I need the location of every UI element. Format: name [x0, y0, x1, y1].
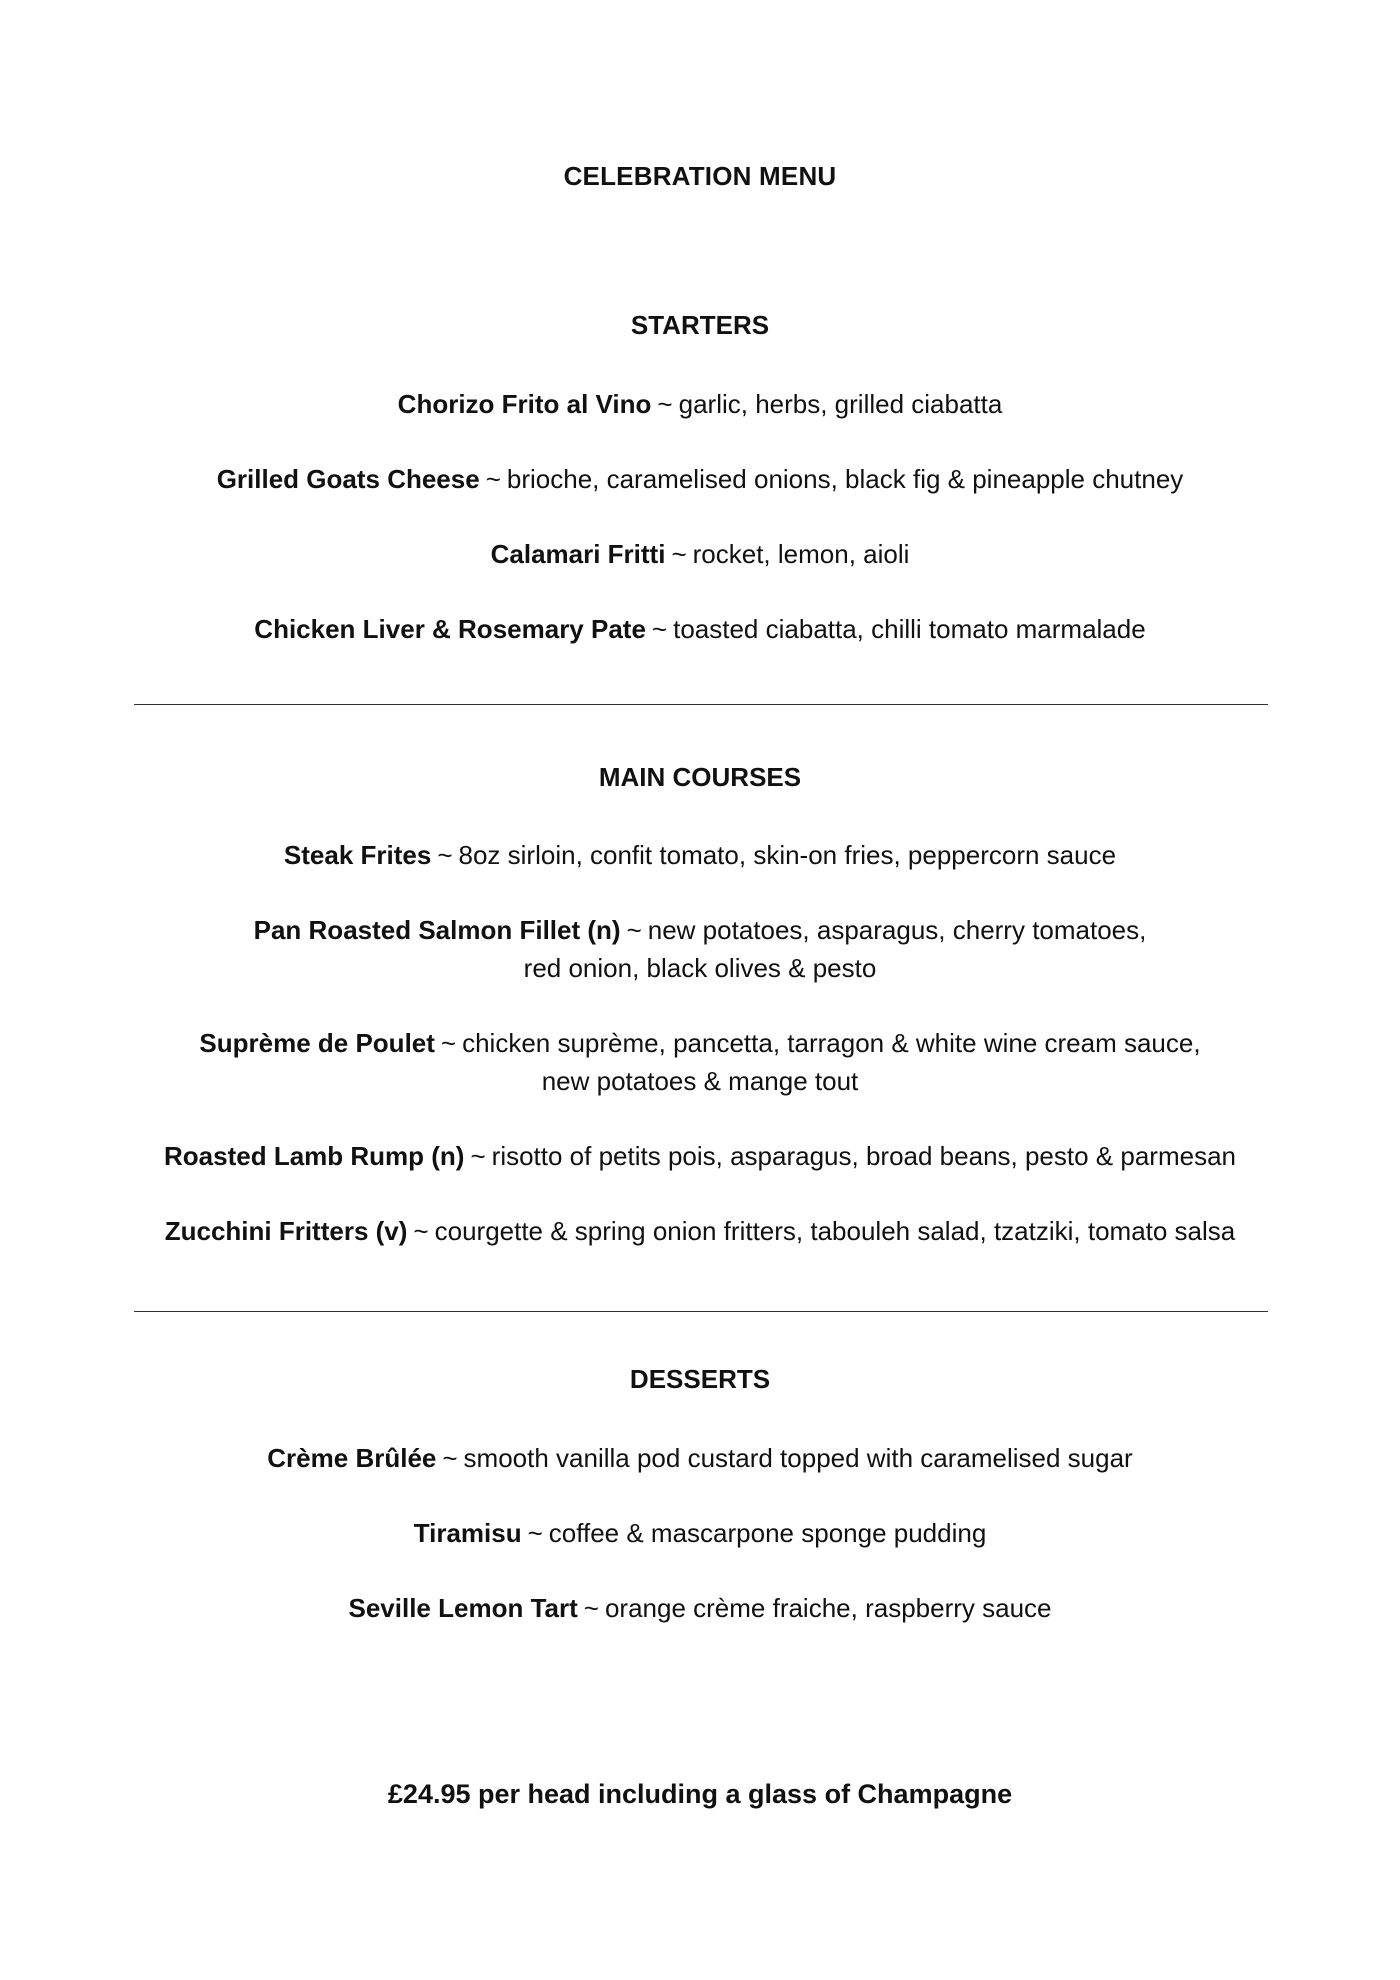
item-separator: ~ — [485, 464, 501, 494]
starters-heading: STARTERS — [630, 310, 770, 340]
item-description: 8oz sirloin, confit tomato, skin-on fries, peppercorn sauce — [458, 840, 1117, 870]
item-description: rocket, lemon, aioli — [692, 539, 910, 569]
item-name: Chicken Liver & Rosemary Pate — [254, 614, 646, 644]
menu-item — [110, 385, 1290, 423]
item-description: coffee & mascarpone sponge pudding — [548, 1518, 987, 1548]
item-name: Crème Brûlée — [267, 1443, 437, 1473]
menu-item — [110, 460, 1290, 498]
item-name: Zucchini Fritters (v) — [164, 1216, 408, 1246]
item-name: Grilled Goats Cheese — [216, 464, 480, 494]
item-description-continued: red onion, black olives & pesto — [523, 953, 877, 983]
item-description: courgette & spring onion fritters, tabouleh salad, tzatziki, tomato salsa — [434, 1216, 1236, 1246]
section-divider — [134, 1311, 1268, 1312]
section-divider — [134, 704, 1268, 705]
menu-item — [110, 1137, 1290, 1175]
item-separator: ~ — [657, 389, 673, 419]
item-name: Tiramisu — [413, 1518, 522, 1548]
item-description: new potatoes, asparagus, cherry tomatoes, — [647, 915, 1147, 945]
item-separator: ~ — [413, 1216, 429, 1246]
item-name: Roasted Lamb Rump (n) — [164, 1141, 465, 1171]
item-description: orange crème fraiche, raspberry sauce — [604, 1593, 1052, 1623]
item-description: smooth vanilla pod custard topped with caramelised sugar — [463, 1443, 1133, 1473]
desserts-heading: DESSERTS — [629, 1364, 771, 1394]
item-separator: ~ — [470, 1141, 486, 1171]
item-separator: ~ — [671, 539, 687, 569]
menu-item — [110, 1439, 1290, 1477]
menu-item — [110, 1212, 1290, 1250]
menu-item — [110, 1589, 1290, 1627]
item-separator: ~ — [651, 614, 668, 644]
item-name: Steak Frites — [283, 840, 432, 870]
item-description: risotto of petits pois, asparagus, broad beans, pesto & parmesan — [491, 1141, 1236, 1171]
item-description: garlic, herbs, grilled ciabatta — [678, 389, 1003, 419]
menu-item — [110, 911, 1290, 987]
item-separator: ~ — [437, 840, 453, 870]
item-description-continued: new potatoes & mange tout — [541, 1066, 859, 1096]
price-note: £24.95 per head including a glass of Champagne — [387, 1779, 1013, 1809]
item-name: Chorizo Frito al Vino — [397, 389, 652, 419]
menu-title: CELEBRATION MENU — [563, 161, 837, 191]
item-separator: ~ — [440, 1028, 457, 1058]
menu-item — [110, 836, 1290, 874]
menu-item — [110, 535, 1290, 573]
item-name: Seville Lemon Tart — [348, 1593, 578, 1623]
item-description: chicken suprème, pancetta, tarragon & white wine cream sauce, — [462, 1028, 1201, 1058]
item-name: Suprème de Poulet — [199, 1028, 435, 1058]
item-name: Calamari Fritti — [490, 539, 666, 569]
item-description: brioche, caramelised onions, black fig & pineapple chutney — [506, 464, 1184, 494]
item-separator: ~ — [527, 1518, 543, 1548]
menu-item — [110, 1024, 1290, 1100]
item-separator: ~ — [583, 1593, 599, 1623]
item-name: Pan Roasted Salmon Fillet (n) — [253, 915, 621, 945]
item-separator: ~ — [442, 1443, 458, 1473]
menu-item — [110, 610, 1290, 648]
item-description: toasted ciabatta, chilli tomato marmalade — [673, 614, 1146, 644]
item-separator: ~ — [626, 915, 642, 945]
menu-item — [110, 1514, 1290, 1552]
mains-heading: MAIN COURSES — [598, 762, 802, 792]
